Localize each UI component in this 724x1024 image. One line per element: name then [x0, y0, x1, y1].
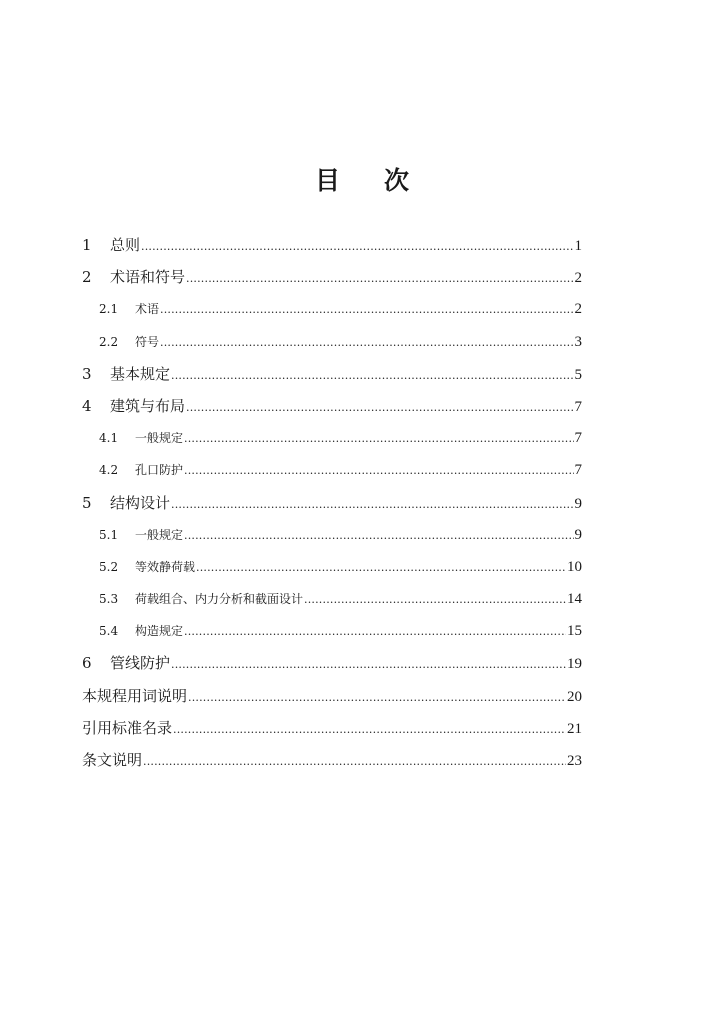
toc-entry-page: 7: [574, 398, 582, 415]
toc-entry-2[interactable]: [82, 261, 582, 293]
title-char-2: 次: [384, 166, 410, 195]
toc-entry-number: 2.2: [99, 334, 119, 349]
dot-leader: [160, 327, 573, 359]
toc-entry-page: 21: [567, 720, 582, 737]
toc-entry-label: 基本规定: [110, 364, 171, 383]
toc-entry-label: 总则: [110, 236, 141, 254]
toc-entry-page: 15: [567, 623, 582, 640]
toc-entry-page: 7: [574, 462, 582, 479]
toc-entry-number: 3: [82, 364, 92, 383]
toc-entry-4[interactable]: [82, 390, 582, 422]
toc-entry-5-1[interactable]: [82, 519, 582, 551]
toc-entry-5[interactable]: [82, 487, 582, 519]
dot-leader: [186, 392, 573, 424]
toc-entry-6[interactable]: [82, 647, 582, 679]
dot-leader: [184, 616, 566, 648]
toc-entry-number: 4.1: [99, 431, 119, 446]
dot-leader: [184, 455, 573, 487]
dot-leader: [171, 360, 573, 392]
toc-entry-number: 2.1: [99, 302, 119, 317]
toc-entry-number: 2: [82, 268, 92, 287]
toc-entry-page: 14: [567, 591, 582, 608]
toc-entry-page: 5: [574, 366, 582, 383]
toc-entry-label: 荷载组合、内力分析和截面设计: [135, 592, 304, 607]
toc-entry-number: 4: [82, 396, 92, 415]
toc-entry-referenced-standards[interactable]: [82, 712, 582, 744]
toc-entry-page: 19: [567, 656, 582, 673]
toc-entry-5-4[interactable]: [82, 615, 582, 647]
toc-entry-number: 1: [82, 236, 92, 254]
toc-entry-3[interactable]: [82, 358, 582, 390]
toc-entry-1[interactable]: [82, 229, 582, 261]
page-title: [0, 166, 724, 196]
toc-entry-number: 5.1: [99, 527, 119, 542]
toc-entry-label: 构造规定: [135, 624, 184, 639]
toc-entry-page: 3: [574, 333, 582, 350]
toc-entry-number: 5: [82, 493, 92, 512]
toc-entry-wording-explanation[interactable]: [82, 680, 582, 712]
toc-entry-clause-explanation[interactable]: [82, 744, 582, 776]
toc-entry-number: 4.2: [99, 463, 119, 478]
toc-entry-number: 5.4: [99, 624, 119, 639]
toc-entry-2-1[interactable]: [82, 293, 582, 325]
toc-entry-label: 建筑与布局: [110, 396, 186, 415]
toc-entry-label: 管线防护: [110, 654, 171, 673]
dot-leader: [186, 263, 573, 295]
title-char-1: 目: [314, 166, 340, 195]
toc-entry-label: 本规程用词说明: [82, 686, 188, 705]
toc-entry-number: 5.2: [99, 559, 119, 574]
dot-leader: [184, 520, 573, 552]
dot-leader: [173, 714, 566, 746]
toc-entry-label: 引用标准名录: [82, 718, 173, 737]
toc-entry-page: 2: [574, 270, 582, 287]
dot-leader: [171, 489, 573, 521]
dot-leader: [171, 649, 566, 681]
toc-entry-page: 20: [567, 688, 582, 705]
toc-entry-5-2[interactable]: [82, 551, 582, 583]
toc-entry-label: 孔口防护: [135, 463, 184, 478]
toc-entry-label: 一般规定: [135, 431, 184, 446]
toc-entry-5-3[interactable]: [82, 583, 582, 615]
dot-leader: [304, 584, 566, 616]
toc-entry-page: 7: [574, 430, 582, 447]
toc-entry-label: 条文说明: [82, 751, 143, 769]
toc-entry-label: 结构设计: [110, 493, 171, 512]
dot-leader: [188, 682, 566, 714]
toc-entry-page: 1: [574, 238, 582, 254]
toc-entry-page: 10: [567, 558, 582, 575]
toc-entry-label: 术语和符号: [110, 268, 186, 287]
table-of-contents: [82, 229, 582, 776]
toc-entry-2-2[interactable]: [82, 326, 582, 358]
toc-entry-page: 9: [574, 526, 582, 543]
dot-leader: [143, 746, 566, 778]
toc-entry-label: 一般规定: [135, 527, 184, 542]
toc-entry-4-2[interactable]: [82, 454, 582, 486]
dot-leader: [196, 552, 566, 584]
dot-leader: [184, 423, 573, 455]
toc-entry-page: 23: [567, 753, 582, 769]
toc-entry-page: 2: [574, 301, 582, 318]
toc-entry-label: 术语: [135, 302, 160, 317]
toc-entry-4-1[interactable]: [82, 422, 582, 454]
toc-entry-label: 符号: [135, 334, 160, 349]
dot-leader: [160, 294, 573, 326]
dot-leader: [141, 231, 573, 263]
toc-entry-page: 9: [574, 495, 582, 512]
toc-entry-label: 等效静荷载: [135, 559, 196, 574]
toc-entry-number: 5.3: [99, 592, 119, 607]
toc-entry-number: 6: [82, 654, 92, 673]
